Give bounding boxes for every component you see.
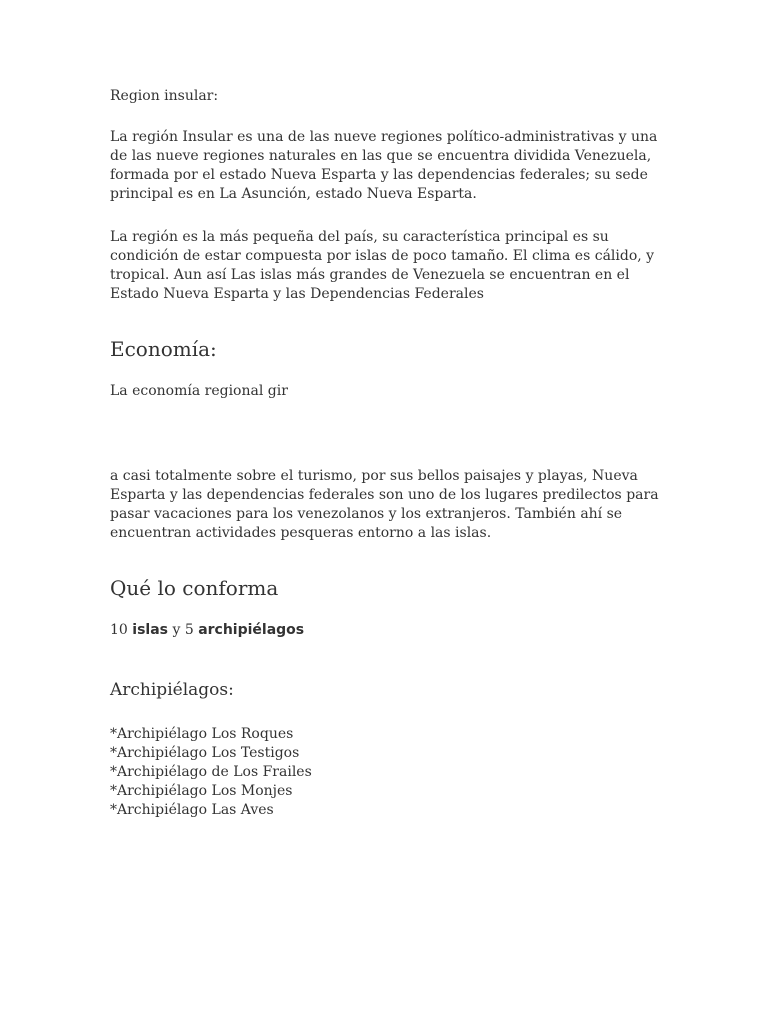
islas-label: islas xyxy=(132,622,168,638)
list-item: *Archipiélago de Los Frailes xyxy=(110,764,312,780)
archipielagos-label: archipiélagos xyxy=(198,622,305,638)
archipielagos-heading: Archipiélagos: xyxy=(110,680,234,700)
economia-heading: Economía: xyxy=(110,337,217,361)
intro-paragraph-2: La región es la más pequeña del país, su característica principal es su condición de estar compuesta por islas de poco tamaño. El clima es cálido, y tropical. Aun así Las islas más grandes de Venezuela se encuentran en el Estado Nueva Esparta y las Dependencias Federales xyxy=(110,229,655,302)
list-item: *Archipiélago Los Roques xyxy=(110,726,294,742)
economia-text-start: La economía regional gir xyxy=(110,383,288,399)
conforma-connector: y 5 xyxy=(172,622,194,638)
list-item: *Archipiélago Las Aves xyxy=(110,802,274,818)
conforma-heading: Qué lo conforma xyxy=(110,576,279,600)
economia-text-rest: a casi totalmente sobre el turismo, por sus bellos paisajes y playas, Nueva Esparta y las dependencias federales son uno de los lugares predilectos para pasar vacaciones para los venezolanos y los extranjeros. También ahí se encuentran actividades pesqueras entorno a las islas. xyxy=(110,468,659,541)
intro-heading: Region insular: xyxy=(110,88,219,104)
conforma-summary xyxy=(110,621,304,640)
islas-count: 10 xyxy=(110,622,128,638)
archipielagos-list xyxy=(110,725,312,820)
list-item: *Archipiélago Los Testigos xyxy=(110,745,300,761)
intro-paragraph-1: La región Insular es una de las nueve regiones político-administrativas y una de las nueve regiones naturales en las que se encuentra dividida Venezuela, formada por el estado Nueva Esparta y las dependencias federales; su sede principal es en La Asunción, estado Nueva Esparta. xyxy=(110,129,658,202)
list-item: *Archipiélago Los Monjes xyxy=(110,783,293,799)
